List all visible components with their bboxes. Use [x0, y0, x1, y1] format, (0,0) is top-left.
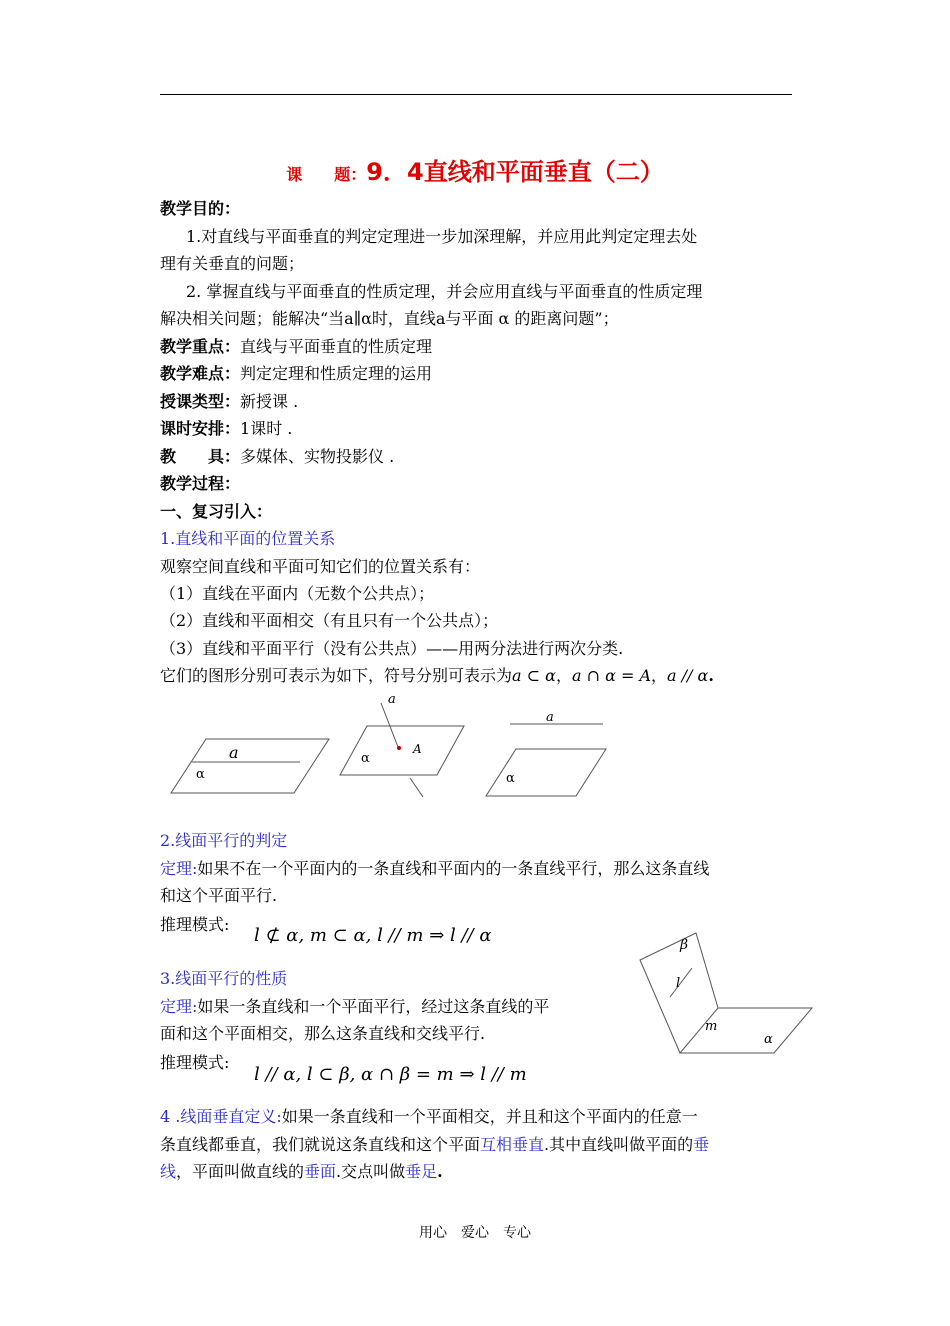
s3-theorem-line1: [160, 996, 549, 1018]
s4-text-c1: ，平面叫做直线的: [176, 1162, 305, 1181]
s4-text-c3: .: [437, 1162, 443, 1181]
goal1-line1: 1.对直线与平面垂直的判定定理进一步加深理解，并应用此判定定理去处: [186, 227, 698, 246]
term-foot: 垂足: [405, 1162, 438, 1181]
s2-thm-text-a: 如果不在一个平面内的一条直线和平面内的一条直线平行，那么这条直线: [197, 859, 710, 878]
fig4-beta-label: β: [680, 937, 689, 953]
process-heading: 教学过程：: [160, 474, 241, 493]
s1-item3: （3）直线和平面平行（没有公共点）——用两分法进行两次分类.: [160, 639, 624, 658]
goal2-line2: 解决相关问题；能解决“当a∥α时，直线a与平面 α 的距离问题”；: [160, 309, 619, 328]
sym-period: .: [708, 666, 714, 685]
figure-line-parallel: [486, 724, 606, 796]
s1-item2: （2）直线和平面相交（有且只有一个公共点）；: [160, 611, 499, 630]
goal-heading: 教学目的：: [160, 199, 241, 218]
key-label: 教学重点：: [160, 337, 241, 356]
s4-text-b2: .其中直线叫做平面的: [544, 1135, 694, 1154]
s1-intro: 观察空间直线和平面可知它们的位置关系有：: [160, 557, 481, 576]
s3-thm-label: 定理:: [160, 997, 198, 1016]
section1-heading: 一、复习引入：: [160, 502, 273, 521]
goal1-line2: 理有关垂直的问题；: [160, 254, 305, 273]
diff-text: 判定定理和性质定理的运用: [240, 364, 433, 383]
fig2-alpha-label: α: [361, 751, 370, 766]
time-text: 1课时 .: [240, 419, 293, 438]
s2-model-label: 推理模式:: [160, 915, 230, 934]
s4-line3: [160, 1161, 443, 1183]
goal2-line1: 2. 掌握直线与平面垂直的性质定理，并会应用直线与平面垂直的性质定理: [186, 282, 703, 301]
sym-in-plane: a ⊂ α: [512, 666, 556, 685]
figure-two-planes: [640, 933, 812, 1053]
fig3-a-label: a: [546, 710, 554, 725]
term-perpendicular-plane: 垂面: [304, 1162, 337, 1181]
fig2-a-label: a: [388, 692, 396, 707]
time-label: 课时安排：: [160, 419, 241, 438]
fig3-alpha-label: α: [506, 771, 515, 786]
s1-sym-pre: 它们的图形分别可表示为如下，符号分别可表示为: [160, 666, 513, 685]
s3-thm-text-a: 如果一条直线和一个平面平行，经过这条直线的平: [197, 997, 550, 1016]
s2-theorem-line1: [160, 858, 709, 880]
type-text: 新授课 .: [240, 392, 299, 411]
s2-theorem-line2: 和这个平面平行.: [160, 886, 278, 905]
s4-num: 4 .: [160, 1107, 181, 1126]
fig2-A-label: A: [413, 742, 422, 756]
page-footer: 用心 爱心 专心: [419, 1225, 531, 1241]
fig4-l-label: l: [676, 976, 681, 991]
fig4-alpha-label: α: [764, 1032, 773, 1047]
title-main: 9．4直线和平面垂直（二）: [366, 158, 664, 186]
term-perpendicular-line-b: 线: [160, 1162, 177, 1181]
tool-label: 教 具：: [160, 447, 241, 466]
s4-text-c2: .交点叫做: [336, 1162, 406, 1181]
s4-line1: [160, 1106, 698, 1128]
s1-item1: （1）直线在平面内（无数个公共点）；: [160, 584, 435, 603]
term-mutually-perpendicular: 互相垂直: [480, 1135, 545, 1154]
s2-title: 2.线面平行的判定: [160, 831, 288, 850]
title-prefix: 课 题：: [286, 165, 367, 184]
s4-label: 线面垂直定义:: [180, 1107, 282, 1126]
tool-text: 多媒体、实物投影仪 .: [240, 447, 395, 466]
term-perpendicular-line-a: 垂: [693, 1135, 710, 1154]
sym-intersect: a ∩ α = A: [571, 666, 652, 685]
figure-line-in-plane: [171, 739, 329, 793]
comma-2: ，: [651, 666, 668, 685]
key-text: 直线与平面垂直的性质定理: [240, 337, 433, 356]
fig1-alpha-label: α: [196, 767, 205, 782]
s1-title: 1.直线和平面的位置关系: [160, 529, 336, 548]
s3-model-formula: l // α, l ⊂ β, α ∩ β = m ⇒ l // m: [254, 1064, 527, 1085]
s3-title: 3.线面平行的性质: [160, 969, 288, 988]
s2-model-formula: l ⊄ α, m ⊂ α, l // m ⇒ l // α: [254, 925, 492, 946]
s3-model-label: 推理模式:: [160, 1053, 230, 1072]
s3-theorem-line2: 面和这个平面相交，那么这条直线和交线平行.: [160, 1024, 486, 1043]
diff-label: 教学难点：: [160, 364, 241, 383]
fig2-point-A: [397, 746, 401, 750]
s4-text-b1: 条直线都垂直，我们就说这条直线和这个平面: [160, 1135, 481, 1154]
figure-line-intersect: [340, 703, 464, 797]
s4-line2: [160, 1134, 709, 1156]
type-label: 授课类型：: [160, 392, 241, 411]
s2-thm-label: 定理:: [160, 859, 198, 878]
s4-text-a: 如果一条直线和一个平面相交，并且和这个平面内的任意一: [281, 1107, 698, 1126]
comma-1: ，: [555, 666, 572, 685]
sym-parallel: a // α: [667, 666, 709, 685]
fig1-a-label: a: [229, 743, 239, 762]
fig4-m-label: m: [705, 1019, 718, 1034]
